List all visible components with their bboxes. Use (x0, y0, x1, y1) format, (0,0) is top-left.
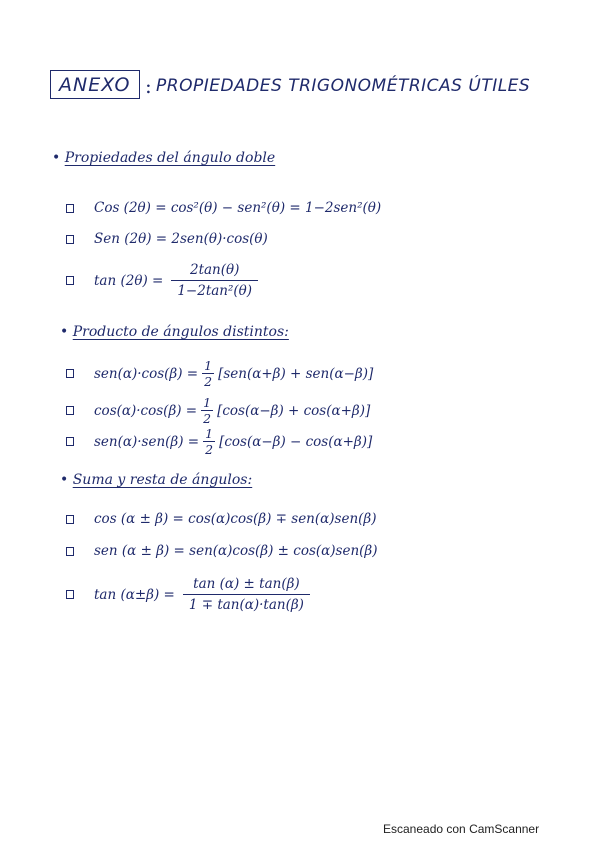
formula-sum-cos (66, 511, 376, 527)
formula-text: sen (α ± β) = sen(α)cos(β) ± cos(α)sen(β) (94, 543, 378, 559)
page-title: PROPIEDADES TRIGONOMÉTRICAS ÚTILES (156, 76, 531, 96)
formula-sum-sen (66, 543, 377, 559)
title-separator: : (145, 74, 152, 98)
formula-tan-double (66, 262, 258, 299)
fraction-numerator: 1 (203, 395, 212, 410)
fraction-denominator: 1−2tan²(θ) (177, 283, 253, 299)
formula-rhs: [cos(α−β) − cos(α+β)] (219, 433, 373, 450)
checkbox-bullet (66, 515, 74, 524)
section-heading-sum (60, 472, 252, 488)
formula-lhs: tan (α±β) = (94, 586, 175, 603)
fraction (183, 576, 310, 613)
heading-bullet: • (60, 472, 69, 488)
formula-sen-double (66, 231, 268, 247)
formula-product-3 (66, 426, 372, 457)
checkbox-bullet (66, 235, 74, 244)
formula-lhs: cos(α)·cos(β) = (94, 402, 198, 419)
fraction-denominator: 2 (205, 442, 214, 457)
formula-lhs: sen(α)·cos(β) = (94, 365, 199, 382)
formula-rhs: [cos(α−β) + cos(α+β)] (217, 402, 371, 419)
fraction-numerator: tan (α) ± tan(β) (193, 576, 300, 592)
checkbox-bullet (66, 406, 74, 415)
fraction (171, 262, 258, 299)
formula-text: cos (α ± β) = cos(α)cos(β) ∓ sen(α)sen(β) (94, 511, 377, 527)
section-heading-product (60, 324, 289, 340)
formula-text: Cos (2θ) = cos²(θ) − sen²(θ) = 1−2sen²(θ) (94, 200, 382, 216)
checkbox-bullet (66, 437, 74, 446)
heading-text: Propiedades del ángulo doble (64, 150, 276, 166)
fraction-denominator: 2 (203, 411, 212, 426)
heading-bullet: • (52, 150, 61, 166)
formula-cos-double (66, 200, 381, 216)
fraction-denominator: 2 (204, 374, 213, 389)
heading-text: Producto de ángulos distintos: (72, 324, 289, 340)
heading-text: Suma y resta de ángulos: (72, 472, 253, 488)
fraction-numerator: 2tan(θ) (189, 262, 240, 278)
fraction-numerator: 1 (205, 426, 214, 441)
half-fraction (203, 426, 215, 457)
half-fraction (201, 395, 213, 426)
formula-sum-tan (66, 576, 310, 613)
formula-product-2 (66, 395, 370, 426)
anexo-label: ANEXO (50, 70, 140, 99)
camscanner-watermark: Escaneado con CamScanner (383, 822, 540, 836)
checkbox-bullet (66, 369, 74, 378)
checkbox-bullet (66, 204, 74, 213)
formula-rhs: [sen(α+β) + sen(α−β)] (218, 365, 374, 382)
formula-lhs: sen(α)·sen(β) = (94, 433, 200, 450)
checkbox-bullet (66, 276, 74, 285)
section-heading-double-angle (52, 150, 275, 166)
checkbox-bullet (66, 590, 74, 599)
fraction-denominator: 1 ∓ tan(α)·tan(β) (188, 597, 304, 613)
formula-lhs: tan (2θ) = (94, 272, 164, 289)
heading-bullet: • (60, 324, 69, 340)
half-fraction (202, 358, 214, 389)
formula-text: Sen (2θ) = 2sen(θ)·cos(θ) (94, 231, 268, 247)
fraction-numerator: 1 (204, 358, 213, 373)
formula-product-1 (66, 358, 373, 389)
checkbox-bullet (66, 547, 74, 556)
